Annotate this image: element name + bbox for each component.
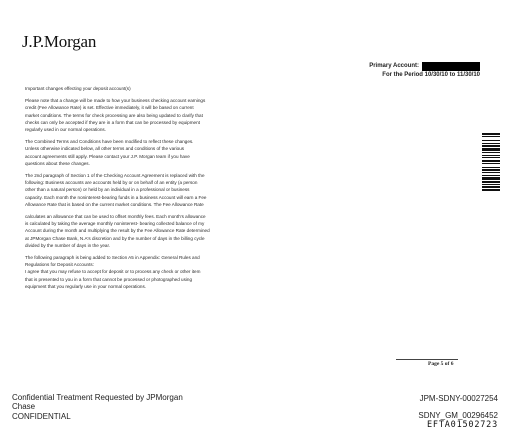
text-line: questions about these changes. [25,160,90,166]
statement-period: For the Period 10/30/10 to 11/30/10 [382,72,480,78]
barcode-bar [482,140,500,141]
confidential-treatment-line1: Confidential Treatment Requested by JPMorgan [12,393,183,402]
terms-modified-paragraph [25,138,265,167]
efta-number: EFTA01502723 [426,420,498,430]
barcode-bar [482,145,500,147]
barcode-bar [482,186,500,188]
account-header [369,62,480,80]
bates-number-sdny: SDNY_GM_00296452 [418,411,498,420]
barcode-bar [482,163,500,164]
text-line: checks can only be accepted if they are in a form that can be processed by equipment [25,119,200,125]
text-line: Important changes effecting your deposit account(s) [25,86,131,91]
confidential-treatment-notice [12,394,183,411]
text-line: The Combined Terms and Conditions have been modified to reflect these changes. [25,139,194,145]
barcode-bar [482,184,500,185]
text-line: equipment that you regularly use in your normal operations. [25,283,147,289]
barcode-bar [482,167,500,168]
primary-account-line [369,62,480,71]
barcode-bar [482,143,500,144]
section-a5-paragraph [25,254,265,268]
barcode-bar [482,160,500,162]
text-line: Account during the month and multiplying the result by the Fee Allowance Rate determined [25,228,210,234]
redaction-box [422,62,480,71]
text-line: Regulations for Deposit Accounts: [25,262,94,268]
page-divider [396,359,458,360]
text-line: Please note that a change will be made to how your business checking account earnings [25,98,206,104]
confidential-label: CONFIDENTIAL [12,412,71,421]
text-line: is calculated by taking the average monthly noninterest- bearing collected balance of my [25,221,205,227]
text-line: market conditions. The terms for check processing are also being updated to clarify that [25,112,203,118]
text-line: Unless otherwise indicated below, all other terms and conditions of the various [25,146,185,152]
text-line: The 2nd paragraph of Section 1 of the Checking Account Agreement is replaced with the [25,173,205,179]
text-line: divided by the number of days in the year. [25,242,111,248]
barcode-bar [482,136,500,137]
barcode-bar [482,189,500,191]
barcode-bar [482,177,500,180]
barcode-bar [482,181,500,183]
barcode-bar [482,133,500,135]
notice-body [25,85,265,295]
refuse-deposit-paragraph [25,268,265,290]
text-line: I agree that you may refuse to accept for deposit or to process any check or other item [25,269,201,275]
page-number: Page 5 of 6 [428,361,454,367]
text-line: The following paragraph is being added to Section A5 in Appendix: General Rules and [25,255,200,261]
text-line: that is presented to you in a form that cannot be processed or photographed using [25,276,193,282]
text-line: at JPMorgan Chase Bank, N.A's discretion and by the number of days in the billing cycle [25,235,205,241]
text-line: credit (Fee Allowance Rate) is set. Effective immediately, it will be based on current [25,105,194,111]
section1-replacement-paragraph [25,172,265,208]
side-barcode [482,133,500,213]
confidential-treatment-line2: Chase [12,401,36,411]
barcode-bar [482,148,500,151]
primary-account-label: Primary Account: [369,63,419,69]
barcode-bar [482,169,500,171]
jpmorgan-logo: J.P.Morgan [22,32,97,51]
notice-heading-paragraph [25,85,265,92]
text-line: following: Business accounts are accounts held by or on behalf of an entity (a person [25,180,198,186]
bates-number-jpm: JPM-SDNY-00027254 [419,394,498,403]
text-line: capacity. Each month the noninterest-bearing funds in a business Account will earn a Fee [25,194,207,200]
text-line: regularly used in our normal operations. [25,127,106,133]
barcode-bar [482,157,500,158]
text-line: account agreements still apply. Please contact your J.P. Morgan team if you have [25,153,190,159]
text-line: Allowance Rate that is based on the current market conditions. The Fee Allowance Rate [25,201,204,207]
barcode-bar [482,172,500,173]
allowance-calculation-paragraph [25,213,265,249]
text-line: other than a natural person) or held by an individual in a professional or business [25,187,190,193]
text-line: calculates an allowance that can be used to offset monthly fees. Each month's allowance [25,214,206,220]
barcode-bar [482,155,500,156]
fee-allowance-paragraph [25,97,265,133]
barcode-bar [482,175,500,176]
barcode-bar [482,152,500,153]
